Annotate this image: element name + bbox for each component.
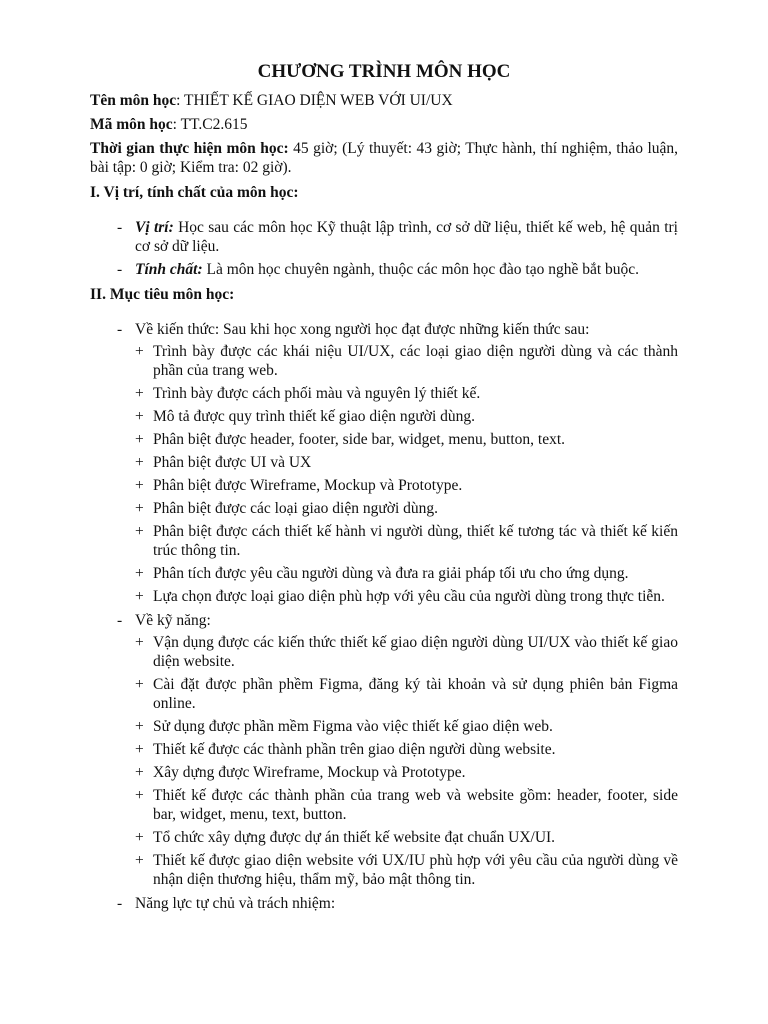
item-text: Thiết kế được các thành phần trên giao diện người dùng website. xyxy=(153,741,556,758)
list-item xyxy=(135,740,678,759)
item-text: Phân biệt được cách thiết kế hành vi người dùng, thiết kế tương tác và thiết kế kiến trúc thông tin. xyxy=(153,523,678,559)
course-time-line xyxy=(90,139,678,177)
item-text: Tổ chức xây dựng được dự án thiết kế website đạt chuẩn UX/UI. xyxy=(153,829,556,846)
plus-mark: + xyxy=(135,787,144,804)
list-item xyxy=(90,218,678,256)
item-text: Mô tả được quy trình thiết kế giao diện người dùng. xyxy=(153,408,476,425)
section-2-list xyxy=(90,320,678,913)
item-text: Thiết kế được giao diện website với UX/IU phù hợp với yêu cầu của người dùng về nhận diện thương hiệu, thẩm mỹ, bảo mật thông tin. xyxy=(153,852,678,888)
knowledge-group xyxy=(90,320,678,606)
item-text: Thiết kế được các thành phần của trang web và website gồm: header, footer, side bar, widget, menu, text, button. xyxy=(153,787,678,823)
item-text: Trình bày được các khái niệu UI/UX, các loại giao diện người dùng và các thành phần của trang web. xyxy=(153,343,678,379)
section-1-heading: I. Vị trí, tính chất của môn học: xyxy=(90,184,299,201)
item-text: Xây dựng được Wireframe, Mockup và Prototype. xyxy=(153,764,466,781)
plus-mark: + xyxy=(135,431,144,448)
knowledge-heading: Về kiến thức: Sau khi học xong người học đạt được những kiến thức sau: xyxy=(135,321,590,338)
dash-mark: - xyxy=(117,261,123,278)
course-name-label: Tên môn học xyxy=(90,92,177,109)
dash-mark: - xyxy=(117,612,123,629)
plus-mark: + xyxy=(135,343,144,360)
autonomy-group xyxy=(90,894,678,913)
item-text: Sử dụng được phần mềm Figma vào việc thiết kế giao diện web. xyxy=(153,718,553,735)
dash-mark: - xyxy=(117,895,123,912)
list-item xyxy=(135,522,678,560)
plus-mark: + xyxy=(135,634,144,651)
list-item xyxy=(135,476,678,495)
list-item xyxy=(135,430,678,449)
course-name-value: : THIẾT KẾ GIAO DIỆN WEB VỚI UI/UX xyxy=(176,92,453,109)
plus-mark: + xyxy=(135,676,144,693)
list-item xyxy=(135,763,678,782)
list-item xyxy=(135,453,678,472)
list-item xyxy=(135,587,678,606)
plus-mark: + xyxy=(135,764,144,781)
skills-heading: Về kỹ năng: xyxy=(135,612,211,629)
item-text: Vận dụng được các kiến thức thiết kế giao diện người dùng UI/UX vào thiết kế giao diện website. xyxy=(153,634,678,670)
list-item xyxy=(135,633,678,671)
list-item xyxy=(135,851,678,889)
plus-mark: + xyxy=(135,565,144,582)
item-text: Phân biệt được UI và UX xyxy=(153,454,312,471)
plus-mark: + xyxy=(135,588,144,605)
plus-mark: + xyxy=(135,408,144,425)
dash-mark: - xyxy=(117,219,123,236)
course-code-label: Mã môn học xyxy=(90,116,173,133)
skills-list xyxy=(135,633,678,889)
plus-mark: + xyxy=(135,477,144,494)
item-text: Trình bày được cách phối màu và nguyên lý thiết kế. xyxy=(153,385,481,402)
list-item xyxy=(135,407,678,426)
section-1-list xyxy=(90,218,678,279)
list-item xyxy=(135,499,678,518)
dash-mark: - xyxy=(117,321,123,338)
section-2-heading: II. Mục tiêu môn học: xyxy=(90,286,235,303)
list-item xyxy=(90,260,678,279)
item-label: Vị trí: xyxy=(135,219,174,236)
item-text: Là môn học chuyên ngành, thuộc các môn học đào tạo nghề bắt buộc. xyxy=(202,261,640,278)
item-text: Cài đặt được phần phềm Figma, đăng ký tài khoản và sử dụng phiên bản Figma online. xyxy=(153,676,678,712)
course-time-label: Thời gian thực hiện môn học: xyxy=(90,140,289,157)
list-item xyxy=(135,828,678,847)
plus-mark: + xyxy=(135,385,144,402)
course-time-value: 45 giờ; (Lý thuyết: 43 giờ; Thực hành, thí nghiệm, thảo luận, bài tập: 0 giờ; Kiểm tra: 02 giờ). xyxy=(90,140,679,176)
list-item xyxy=(135,342,678,380)
knowledge-list xyxy=(135,342,678,606)
item-text: Lựa chọn được loại giao diện phù hợp với yêu cầu của người dùng trong thực tiễn. xyxy=(153,588,665,605)
list-item xyxy=(135,717,678,736)
plus-mark: + xyxy=(135,718,144,735)
plus-mark: + xyxy=(135,852,144,869)
item-text: Phân biệt được các loại giao diện người dùng. xyxy=(153,500,439,517)
list-item xyxy=(135,786,678,824)
plus-mark: + xyxy=(135,523,144,540)
list-item xyxy=(135,384,678,403)
plus-mark: + xyxy=(135,454,144,471)
item-text: Phân biệt được header, footer, side bar, widget, menu, button, text. xyxy=(153,431,566,448)
autonomy-heading: Năng lực tự chủ và trách nhiệm: xyxy=(135,895,336,912)
page-title: CHƯƠNG TRÌNH MÔN HỌC xyxy=(257,61,511,82)
plus-mark: + xyxy=(135,500,144,517)
course-name-line xyxy=(90,91,678,110)
course-code-line xyxy=(90,115,678,134)
plus-mark: + xyxy=(135,829,144,846)
item-text: Học sau các môn học Kỹ thuật lập trình, cơ sở dữ liệu, thiết kế web, hệ quản trị cơ sở dữ liệu. xyxy=(135,219,678,255)
list-item xyxy=(135,564,678,583)
list-item xyxy=(135,675,678,713)
course-code-value: : TT.C2.615 xyxy=(172,116,248,133)
item-label: Tính chất: xyxy=(135,261,203,278)
skills-group xyxy=(90,611,678,889)
item-text: Phân biệt được Wireframe, Mockup và Prototype. xyxy=(153,477,463,494)
plus-mark: + xyxy=(135,741,144,758)
item-text: Phân tích được yêu cầu người dùng và đưa ra giải pháp tối ưu cho ứng dụng. xyxy=(153,565,629,582)
